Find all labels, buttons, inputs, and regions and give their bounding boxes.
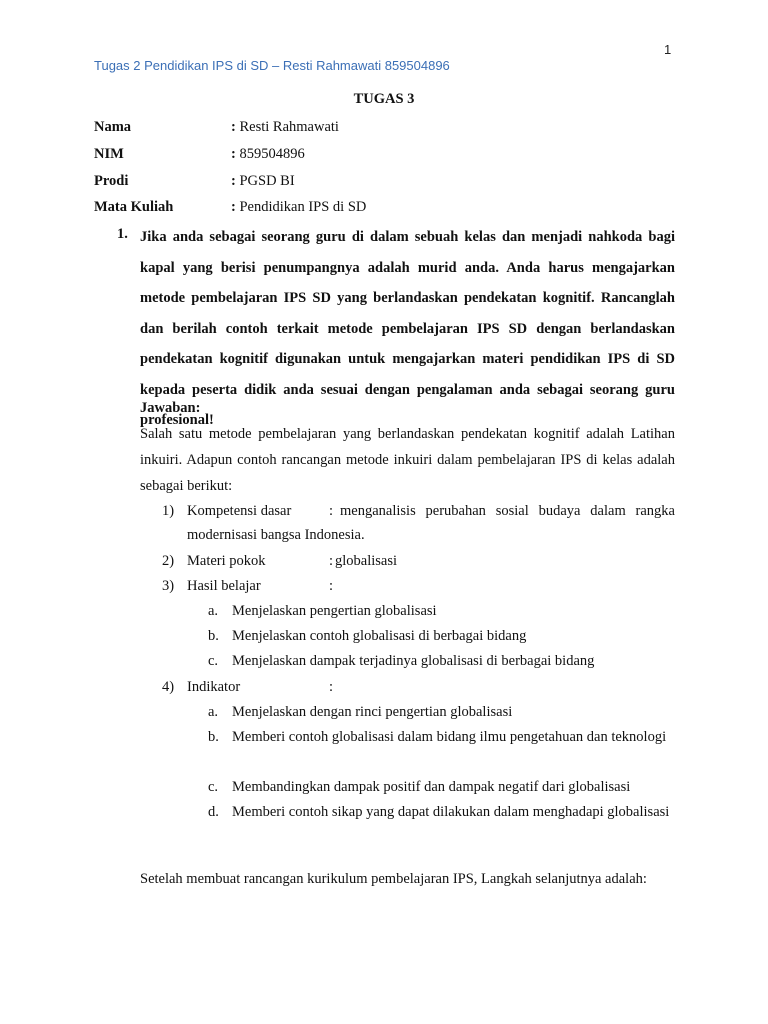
sub-item-text: Membandingkan dampak positif dan dampak negatif dari globalisasi — [232, 779, 631, 795]
item-separator: : — [329, 503, 334, 519]
question-number: 1. — [117, 226, 128, 242]
meta-colon: : — [231, 146, 236, 162]
item-number: 4) — [162, 679, 175, 695]
item-value: globalisasi — [335, 553, 398, 569]
sub-item-letter: d. — [208, 804, 219, 820]
item-number: 2) — [162, 553, 175, 569]
meta-label: NIM — [94, 146, 124, 162]
item-label: Hasil belajar — [187, 578, 261, 594]
answer-label: Jawaban: — [140, 400, 201, 416]
item-number: 3) — [162, 578, 175, 594]
sub-item-letter: a. — [208, 704, 219, 720]
sub-item-letter: c. — [208, 779, 219, 795]
item-label: Indikator — [187, 679, 241, 695]
running-header: Tugas 2 Pendidikan IPS di SD – Resti Rahmawati 859504896 — [94, 58, 450, 73]
sub-item-text: Menjelaskan contoh globalisasi di berbagai bidang — [232, 628, 527, 644]
document-title: TUGAS 3 — [353, 91, 415, 107]
sub-item-letter: b. — [208, 628, 219, 644]
question-text: Jika anda sebagai seorang guru di dalam sebuah kelas dan menjadi nahkoda bagi kapal yang berisi penumpangnya adalah murid anda. Anda harus mengajarkan metode pembelajaran IPS SD yang berlandaskan pendekatan kognitif. Rancanglah dan berilah contoh terkait metode pembelajaran IPS SD dengan berlandaskan pendekatan kognitif digunakan untuk mengajarkan materi pendidikan IPS di SD kepada peserta didik anda sesuai dengan pengalaman anda sebagai seorang guru profesional! — [140, 229, 675, 428]
sub-item-letter: b. — [208, 729, 219, 745]
item-value: menganalisis perubahan sosial budaya dalam rangka — [340, 503, 675, 519]
meta-colon: : — [231, 199, 236, 215]
item-separator: : — [329, 553, 334, 569]
sub-item-text: Menjelaskan dampak terjadinya globalisasi di berbagai bidang — [232, 653, 595, 669]
answer-intro: Salah satu metode pembelajaran yang berlandaskan pendekatan kognitif adalah Latihan inkuiri. Adapun contoh rancangan metode inkuiri dalam pembelajaran IPS di kelas adalah sebagai berikut: — [140, 426, 675, 495]
item-label: Kompetensi dasar — [187, 503, 292, 519]
meta-colon: : — [231, 119, 236, 135]
item-separator: : — [329, 679, 334, 695]
item-label: Materi pokok — [187, 553, 266, 569]
sub-item-letter: c. — [208, 653, 219, 669]
item-separator: : — [329, 578, 334, 594]
closing-paragraph: Setelah membuat rancangan kurikulum pembelajaran IPS, Langkah selanjutnya adalah: — [140, 871, 647, 887]
sub-item-text: Memberi contoh globalisasi dalam bidang ilmu pengetahuan dan teknologi — [232, 729, 667, 745]
meta-label: Nama — [94, 119, 132, 135]
sub-item-text: Menjelaskan pengertian globalisasi — [232, 603, 437, 619]
item-number: 1) — [162, 503, 175, 519]
meta-value: Resti Rahmawati — [239, 119, 339, 135]
meta-value: PGSD BI — [239, 173, 295, 189]
meta-label: Mata Kuliah — [94, 199, 174, 215]
sub-item-text: Memberi contoh sikap yang dapat dilakukan dalam menghadapi globalisasi — [232, 804, 670, 820]
meta-colon: : — [231, 173, 236, 189]
sub-item-text: Menjelaskan dengan rinci pengertian globalisasi — [232, 704, 513, 720]
meta-label: Prodi — [94, 173, 129, 189]
sub-item-letter: a. — [208, 603, 219, 619]
meta-value: Pendidikan IPS di SD — [239, 199, 367, 215]
item-continuation: modernisasi bangsa Indonesia. — [187, 527, 365, 543]
page-number: 1 — [664, 42, 672, 57]
meta-value: 859504896 — [239, 146, 305, 162]
